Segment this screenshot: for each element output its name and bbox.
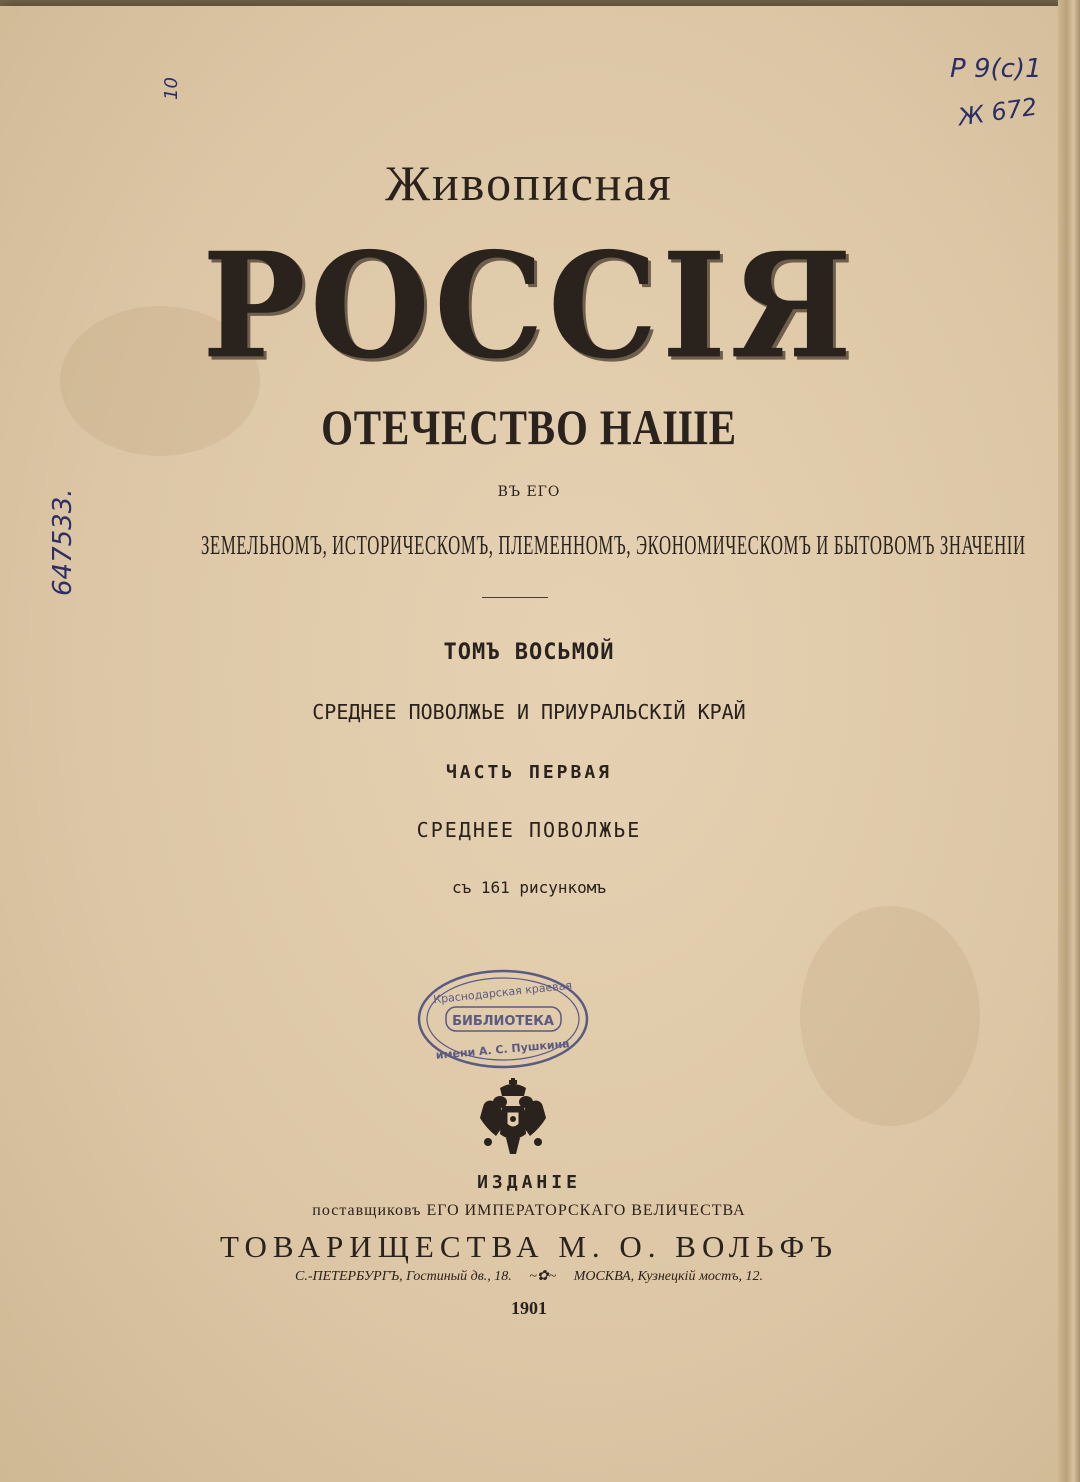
address-st-petersburg: С.-ПЕТЕРБУРГЪ, Гостиный дв., 18. (295, 1269, 512, 1284)
page-edge (1058, 0, 1080, 1482)
title-main: РОССІЯ (202, 219, 856, 392)
subtitle: ЗЕМЕЛЬНОМЪ, ИСТОРИЧЕСКОМЪ, ПЛЕМЕННОМЪ, ЭКОНОМИЧЕСКОМЪ И БЫТОВОМЪ ЗНАЧЕНІИ (201, 530, 1026, 560)
stamp-top-text: Краснодарская краевая (432, 978, 573, 1007)
library-stamp (416, 968, 591, 1070)
stamp-middle-text: БИБЛИОТЕКА (452, 1014, 554, 1029)
suppliers-line: поставщиковъ ЕГО ИМПЕРАТОРСКАГО ВЕЛИЧЕСТВА (312, 1202, 746, 1219)
divider-rule (482, 597, 548, 598)
publisher-name: ТОВАРИЩЕСТВА М. О. ВОЛЬФЪ (219, 1229, 838, 1264)
part-title: СРЕДНЕЕ ПОВОЛЖЬЕ (416, 818, 642, 842)
imperial-eagle-icon (476, 1078, 550, 1160)
handwritten-shelf-code-2: Ж 672 (956, 92, 1039, 132)
handwritten-shelf-code: P 9(c)1 (950, 54, 1042, 84)
stamp-bottom-text: имени А. С. Пушкина (435, 1037, 571, 1062)
paper-stain (800, 906, 980, 1126)
publication-year: 1901 (511, 1298, 547, 1318)
ornament-icon: ~✿~ (529, 1269, 557, 1284)
address-moscow: МОСКВА, Кузнецкій мостъ, 12. (573, 1269, 763, 1284)
part-number: ЧАСТЬ ПЕРВАЯ (445, 762, 613, 783)
volume-region: СРЕДНЕЕ ПОВОЛЖЬЕ И ПРИУРАЛЬСКІЙ КРАЙ (312, 700, 746, 724)
edition-label: ИЗДАНІЕ (477, 1172, 581, 1193)
title-page (0, 6, 1058, 1482)
illustrations-note: съ 161 рисункомъ (451, 878, 607, 897)
title-line-3: ОТЕЧЕСТВО НАШЕ (321, 399, 737, 455)
connector-text: ВЪ ЕГО (497, 484, 561, 500)
title-line-1: Живописная (385, 155, 673, 211)
handwritten-corner-mark: 10 (160, 77, 182, 100)
handwritten-inventory-number: 647533. (48, 488, 78, 596)
publisher-addresses (0, 1268, 1058, 1285)
volume-number: ТОМЪ ВОСЬМОЙ (443, 640, 615, 665)
